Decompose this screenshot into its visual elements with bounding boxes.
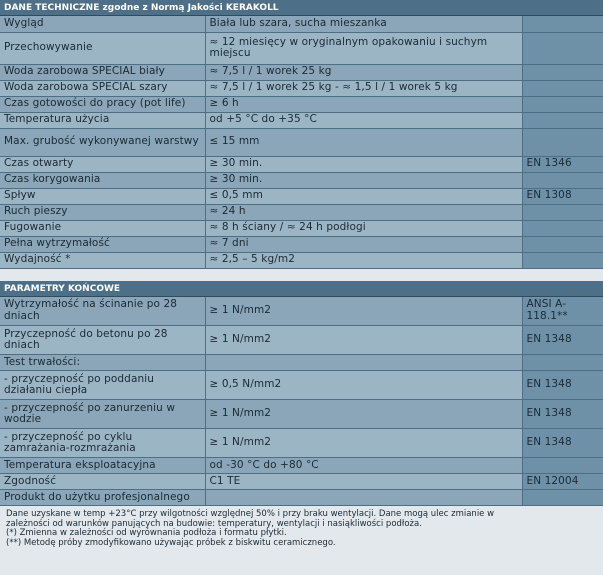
table-row bbox=[0, 32, 603, 64]
row-label: Wytrzymałość na ścinanie po 28 dniach bbox=[0, 297, 205, 326]
table-row bbox=[0, 16, 603, 32]
row-value: ≥ 0,5 N/mm2 bbox=[205, 371, 522, 400]
footnote-conditions: Dane uzyskane w temp +23°C przy wilgotności względnej 50% i przy braku wentylacji. Dane mogą ulec zmianie w bbox=[6, 509, 495, 519]
row-value: ≈ 2,5 – 5 kg/m2 bbox=[205, 252, 522, 268]
final-parameters-table bbox=[0, 297, 603, 507]
row-value: Biała lub szara, sucha mieszanka bbox=[205, 16, 522, 32]
table-row bbox=[0, 112, 603, 128]
row-value: ≤ 15 mm bbox=[205, 128, 522, 156]
table-row bbox=[0, 236, 603, 252]
row-value: ≈ 12 miesięcy w oryginalnym opakowaniu i suchym miejscu bbox=[205, 32, 522, 64]
section-title: PARAMETRY KOŃCOWE bbox=[4, 283, 121, 294]
row-value: od -30 °C do +80 °C bbox=[205, 458, 522, 474]
row-label: - przyczepność po zanurzeniu w wodzie bbox=[0, 400, 205, 429]
row-norm bbox=[522, 355, 603, 371]
table-row bbox=[0, 96, 603, 112]
row-label: Pełna wytrzymałość bbox=[0, 236, 205, 252]
row-label: Wygląd bbox=[0, 16, 205, 32]
row-norm bbox=[522, 458, 603, 474]
section-spacer bbox=[0, 269, 603, 281]
row-norm bbox=[522, 236, 603, 252]
table-row bbox=[0, 220, 603, 236]
row-value: ≥ 1 N/mm2 bbox=[205, 297, 522, 326]
row-value: ≈ 7,5 l / 1 worek 25 kg - ≈ 1,5 l / 1 worek 5 kg bbox=[205, 80, 522, 96]
section-header-final-parameters bbox=[0, 281, 603, 297]
row-norm: ANSI A-118.1** bbox=[522, 297, 603, 326]
table-row bbox=[0, 172, 603, 188]
row-label: Ruch pieszy bbox=[0, 204, 205, 220]
row-label: Wydajność * bbox=[0, 252, 205, 268]
row-label: Woda zarobowa SPECIAL biały bbox=[0, 64, 205, 80]
row-norm: EN 1348 bbox=[522, 400, 603, 429]
table-row bbox=[0, 204, 603, 220]
row-norm: EN 1308 bbox=[522, 188, 603, 204]
table-row bbox=[0, 490, 603, 506]
table-row bbox=[0, 156, 603, 172]
row-norm bbox=[522, 172, 603, 188]
row-value bbox=[205, 490, 522, 506]
row-label: Czas otwarty bbox=[0, 156, 205, 172]
row-norm: EN 1346 bbox=[522, 156, 603, 172]
row-norm bbox=[522, 220, 603, 236]
row-value: ≈ 7 dni bbox=[205, 236, 522, 252]
row-value: ≈ 7,5 l / 1 worek 25 kg bbox=[205, 64, 522, 80]
row-norm bbox=[522, 64, 603, 80]
row-label: Przyczepność do betonu po 28 dniach bbox=[0, 326, 205, 355]
table-row bbox=[0, 128, 603, 156]
row-norm bbox=[522, 16, 603, 32]
row-value: ≤ 0,5 mm bbox=[205, 188, 522, 204]
row-value: ≈ 8 h ściany / ≈ 24 h podłogi bbox=[205, 220, 522, 236]
table-row bbox=[0, 326, 603, 355]
row-norm: EN 12004 bbox=[522, 474, 603, 490]
row-label: Max. grubość wykonywanej warstwy bbox=[0, 128, 205, 156]
row-label: - przyczepność po poddaniu działaniu ciepła bbox=[0, 371, 205, 400]
row-label: Woda zarobowa SPECIAL szary bbox=[0, 80, 205, 96]
row-norm: EN 1348 bbox=[522, 429, 603, 458]
row-value bbox=[205, 355, 522, 371]
row-norm bbox=[522, 32, 603, 64]
table-row bbox=[0, 188, 603, 204]
footnote-conditions-cont: zależności od warunków panujących na budowie: temperatury, wentylacji i nasiąkliwości podłoża. bbox=[6, 518, 422, 529]
row-value: ≥ 1 N/mm2 bbox=[205, 326, 522, 355]
row-value: ≈ 24 h bbox=[205, 204, 522, 220]
row-label: Test trwałości: bbox=[0, 355, 205, 371]
row-label: - przyczepność po cyklu zamrażania-rozmrażania bbox=[0, 429, 205, 458]
table-row bbox=[0, 297, 603, 326]
row-norm bbox=[522, 128, 603, 156]
section-title-rest: zgodne z Normą Jakości KERAKOLL bbox=[99, 3, 279, 13]
row-value: C1 TE bbox=[205, 474, 522, 490]
row-norm bbox=[522, 490, 603, 506]
row-label: Temperatura użycia bbox=[0, 112, 205, 128]
row-label: Temperatura eksploatacyjna bbox=[0, 458, 205, 474]
technical-data-table bbox=[0, 16, 603, 269]
row-value: ≥ 30 min. bbox=[205, 156, 522, 172]
table-row bbox=[0, 429, 603, 458]
row-label: Czas gotowości do pracy (pot life) bbox=[0, 96, 205, 112]
row-norm bbox=[522, 112, 603, 128]
row-label: Fugowanie bbox=[0, 220, 205, 236]
row-norm: EN 1348 bbox=[522, 371, 603, 400]
row-value: od +5 °C do +35 °C bbox=[205, 112, 522, 128]
row-value: ≥ 1 N/mm2 bbox=[205, 429, 522, 458]
row-norm bbox=[522, 252, 603, 268]
table-row bbox=[0, 371, 603, 400]
section-header-technical-data bbox=[0, 0, 603, 16]
table-row bbox=[0, 355, 603, 371]
footnote-asterisk: (*) Zmienna w zależności od wyrównania podłoża i formatu płytki. bbox=[6, 528, 287, 538]
row-norm: EN 1348 bbox=[522, 326, 603, 355]
row-label: Czas korygowania bbox=[0, 172, 205, 188]
row-norm bbox=[522, 80, 603, 96]
row-value: ≥ 30 min. bbox=[205, 172, 522, 188]
table-row bbox=[0, 252, 603, 268]
table-row bbox=[0, 458, 603, 474]
row-value: ≥ 6 h bbox=[205, 96, 522, 112]
footnote-double-asterisk: (**) Metodę próby zmodyfikowano używając próbek z biskwitu ceramicznego. bbox=[6, 537, 336, 548]
table-row bbox=[0, 64, 603, 80]
table-row bbox=[0, 400, 603, 429]
row-label: Przechowywanie bbox=[0, 32, 205, 64]
row-label: Spływ bbox=[0, 188, 205, 204]
footnotes bbox=[0, 506, 603, 548]
table-row bbox=[0, 474, 603, 490]
section-title-bold: DANE TECHNICZNE bbox=[4, 3, 100, 13]
row-label: Produkt do użytku profesjonalnego bbox=[0, 490, 205, 506]
row-value: ≥ 1 N/mm2 bbox=[205, 400, 522, 429]
row-norm bbox=[522, 204, 603, 220]
row-norm bbox=[522, 96, 603, 112]
table-row bbox=[0, 80, 603, 96]
row-label: Zgodność bbox=[0, 474, 205, 490]
